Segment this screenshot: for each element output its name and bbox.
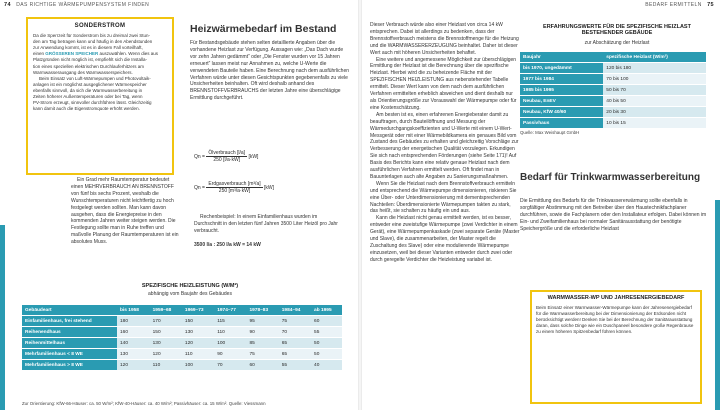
table-row xyxy=(520,107,706,118)
table-cell: 10 bis 15 xyxy=(603,118,706,129)
table-cell: 55 xyxy=(311,327,342,338)
right-body-col2 xyxy=(520,198,710,233)
table-cell: 120 xyxy=(182,338,214,349)
table-cell: 55 xyxy=(279,360,311,371)
row-label: Reihenmittelhaus xyxy=(22,338,117,349)
table-row xyxy=(22,338,342,349)
paragraph: Dieser Verbrauch würde also einer Heizlast von circa 14 kW entsprechen. Dabei ist allerdings zu bedenken, dass der Brennstoffverbrauch meistens die Brennstoffmenge für die Heizung und die WARMWASSERERZEUGUNG beinhaltet. Daher ist dieser Wert auch mit höheren Unsicherheiten behaftet. xyxy=(370,22,519,56)
box-highlight: GRÖSSEREN SPEICHER xyxy=(45,51,99,57)
table-header-cell: 1969–73 xyxy=(182,305,214,316)
left-running-head xyxy=(4,2,149,8)
table-cell: 60 xyxy=(246,360,278,371)
left-page-number: 74 xyxy=(4,2,11,8)
right-section-title: BEDARF ERMITTELN xyxy=(645,2,702,8)
table-row xyxy=(520,85,706,96)
table-cell: 130 xyxy=(150,338,182,349)
table-header-cell: spezifische Heizlast (W/m²) xyxy=(603,52,706,63)
right-page-number: 75 xyxy=(707,2,714,8)
table-cell: 150 xyxy=(150,327,182,338)
paragraph: Die Ermittlung des Bedarfs für die Trinkwassererwärmung sollte ebenfalls in sorgfältiger Abstimmung mit den Betreiber über den Haustechnikfachplaner durchführen, sowie die Fachplanern oder den Installateur erfolgen. Dabei können im Ein- und Zweifamilienhaus bei normaler Sanitärausstattung der benötigte Speichergröße und die erforderliche Heizlast xyxy=(520,198,707,232)
formula-denominator: 250 [l/a·kW] xyxy=(213,157,241,163)
table-cell: 110 xyxy=(150,360,182,371)
table-cell: 140 xyxy=(117,338,150,349)
table-cell: 40 xyxy=(311,360,342,371)
box-line: Platzgründen nicht möglich ist, empfiehlt sich die Installa- xyxy=(33,57,148,63)
row-label: 1977 bis 1984 xyxy=(520,74,603,85)
table-cell: 85 xyxy=(246,338,278,349)
table-cell: 150 xyxy=(182,316,214,327)
formula-unit: [kW] xyxy=(248,153,259,160)
warmwasser-box-title: WARMWASSER-WP UND JAHRESENERGIEBEDARF xyxy=(547,295,685,301)
table-row xyxy=(22,316,342,327)
paragraph: Wenn Sie die Heizlast nach dem Brennstoffverbrauch ermitteln und entsprechend die Wärmepumpe dimensionieren, riskieren Sie eine Über- oder Unterdimensionierung mit dementsprechenden Nachteilen: Überdimensionierte Wärmepumpen takten zu stark, das heißt, sie schalten zu häufig ein und aus. xyxy=(370,180,517,215)
table-cell: 110 xyxy=(214,327,246,338)
table-row xyxy=(22,327,342,338)
warmwasser-wp-box xyxy=(530,290,702,404)
table-cell: 70 bis 100 xyxy=(603,74,706,85)
paragraph: Kann die Heizlast nicht genau ermittelt werden, ist es besser, entweder eine zweistufige Wärmepumpe (zwei Verdichter in einem Gerät), eine Wärmepumpenkaskade (zwei separate Geräte (Master und Slave), die zusammenarbeiten, der Master regelt die Zuschaltung des Slave) oder eine modulierende Wärmepumpe einzusetzen, weil bei dieser Varianten entweder durch zwei oder durch geregelte Verdichter die Heizleistung variabel ist. xyxy=(370,215,520,263)
paragraph: Rechenbeispiel: In einem Einfamilienhaus wurden im Durchschnitt in den letzten fünf Jahren 3500 Liter Heizöl pro Jahr verbraucht. xyxy=(194,214,338,234)
formula-numerator: Erdgasverbrauch [m³/a] xyxy=(208,181,261,187)
table-header-cell: Baujahr xyxy=(520,52,603,63)
formula-gas xyxy=(194,181,274,194)
heizleistung-table-caption: SPEZIFISCHE HEIZLEISTUNG (W/M²) xyxy=(141,283,239,289)
left-section-title: DAS RICHTIGE WÄRMEPUMPENSYSTEM FINDEN xyxy=(16,2,150,8)
table-cell: 50 xyxy=(311,349,342,360)
table-row xyxy=(22,349,342,360)
table-cell: 160 xyxy=(117,327,150,338)
formula-numerator: Ölverbrauch [l/a] xyxy=(208,150,246,156)
table-cell: 75 xyxy=(279,316,311,327)
table-cell: 115 xyxy=(214,316,246,327)
table-cell: 100 xyxy=(214,338,246,349)
box-line: Da die Sperrzeit für Sonderstrom bis zu dreimal zwei Stun- xyxy=(33,33,151,39)
erfahrungswerte-caption: ERFAHRUNGSWERTE FÜR DIE SPEZIFISCHE HEIZLAST BESTEHENDER GEBÄUDE xyxy=(543,24,691,36)
table-cell: 20 bis 30 xyxy=(603,107,706,118)
box-line: den am Tag betragen kann und häufig in den Abendstunden xyxy=(33,39,153,45)
table-header-cell: Gebäudeart xyxy=(22,305,117,316)
table-header-row xyxy=(520,52,706,63)
heizwaermebedarf-heading: Heizwärmebedarf im Bestand xyxy=(190,23,337,35)
formula-fraction xyxy=(206,150,247,163)
table-cell: 170 xyxy=(150,316,182,327)
example-text xyxy=(194,214,344,235)
table-header-cell: ab 1995 xyxy=(311,305,342,316)
warmwasser-box-text: Beim Einsatz einer Warmwasser-Wärmepumpe kann der Jahresenergiebedarf für die Warmwasserbereitung bei der Dimensionierung der Erdsonden nicht berücksichtigt werden! Denken Sie bei der Berechnung der Sanitärausstattung daran, dass solche Dinge wie ein Duschpaneel besondere große Regenbrause zu einem höheren Spitzenbedarf führen können. xyxy=(536,304,694,334)
example-result: 3500 l/a : 250 l/a kW = 14 kW xyxy=(194,242,261,248)
table-cell: 70 xyxy=(214,360,246,371)
sonderstrom-text xyxy=(33,33,167,112)
table-cell: 60 xyxy=(311,316,342,327)
table-row xyxy=(520,96,706,107)
table-cell: 110 xyxy=(182,349,214,360)
box-line: einen GRÖSSEREN SPEICHER auszuwählen. Wenn dies aus xyxy=(33,51,158,57)
heizleistung-footnote: Zur Orientierung: KfW-66-Häuser: ca. 50 W/m²; KfW-40-Häuser: ca. 40 W/m²; Passivhäuser: ca. 15 W/m². Quelle: Viessmann xyxy=(22,401,266,406)
table-cell: 130 xyxy=(182,327,214,338)
table-cell: 100 xyxy=(182,360,214,371)
table-cell: 70 xyxy=(279,327,311,338)
box-line: Beim Einsatz von Luft-Wärmepumpen und Photovoltaik- xyxy=(39,75,151,81)
box-line: PV-Strom erzeugt, sinnvoller durchführen lässt. Gleichzeitig xyxy=(33,100,152,106)
formula-lhs: Qn = xyxy=(194,184,205,191)
table-cell: 65 xyxy=(279,349,311,360)
left-body-col1 xyxy=(71,177,181,246)
box-line: tion eines speziellen elektrischen Durchlauferhitzers am xyxy=(33,63,145,69)
paragraph: Für Bestandsgebäude stehen selten detaillierte Angaben über die vorhandene Heizlast zur Verfügung. Aussagen wie: „Das Dach wurde vor zehn Jahren gedämmt“ oder „Die Fenster wurden vor 15 Jahren erneuert“ lassen meist nur Annahmen zu, welche U-Werte die verwendeten Bauteile haben. Eine Berechnung nach dem ausführlichen Verfahren würde unter diesen Gesichtspunkten gegebenenfalls zu viele Unsicherheiten beinhalten. Oft wird deshalb anhand des BRENNSTOFFVERBRAUCHS der letzten Jahre eine überschlägige Ermittlung durchgeführt. xyxy=(190,40,349,102)
table-body xyxy=(22,316,342,371)
table-header-cell: bis 1958 xyxy=(117,305,150,316)
table-header-cell: 1959–68 xyxy=(150,305,182,316)
erfahrungswerte-source: Quelle: Max Weishaupt GmbH xyxy=(520,130,580,135)
box-line: ebenfalls sinnvoll, da sich die Warmwasserbereitung in xyxy=(33,87,143,93)
table-row xyxy=(22,360,342,371)
row-label: Einfamilienhaus, frei stehend xyxy=(22,316,117,327)
table-cell: 50 xyxy=(311,338,342,349)
row-label: 1985 bis 1995 xyxy=(520,85,603,96)
trinkwarmwasser-heading: Bedarf für Trinkwarmwasserbereitung xyxy=(520,172,701,183)
left-body-col2 xyxy=(190,40,350,102)
right-body-col1 xyxy=(370,22,520,264)
box-line: zur Anwendung kommt, ist es in diesem Fall vorteilhaft, xyxy=(33,45,143,51)
paragraph: Ein Grad mehr Raumtemperatur bedeutet einen MEHRVERBRAUCH AN BRENNSTOFF von fünf bis sechs Prozent, weshalb die Wunschtemperaturen nicht leichtfertig zu hoch festgelegt werden sollten. Man kann davon ausgehen, dass die Energiepreise in den kommenden Jahren weiter steigen werden. Die Festlegung sollte man in Ruhe treffen und maßvolle Planung der Raumtemperaturen ist ein absolutes Muss. xyxy=(71,177,179,246)
row-label: bis 1970, ungedämmt xyxy=(520,63,603,74)
table-header-cell: 1984–94 xyxy=(279,305,311,316)
heizleistung-table xyxy=(22,305,342,371)
box-line: Zeiten höherer Außentemperaturen oder bei Tag, wenn xyxy=(33,94,143,100)
table-header-cell: 1974–77 xyxy=(214,305,246,316)
paragraph: Eine weitere und angemessene Möglichkeit zur überschlägigen Ermittlung der Heizlast ist die Berechnung über die spezifische Heizlast. Hierbei wird die zu beheizende Fläche mit der SPEZIFISCHEN HEIZLEISTUNG aus nebenstehender Tabelle ermittelt. Dieser Wert kann von dem nach dem ausführlichen Verfahren ermittelten erheblich abweichen und dient deshalb nur als Orientierungsgröße zur Vorauswahl der Wärmepumpe oder für eine Kostenschätzung. xyxy=(370,56,517,111)
sonderstrom-title: SONDERSTROM xyxy=(74,23,126,29)
table-cell: 130 xyxy=(117,349,150,360)
table-cell: 40 bis 50 xyxy=(603,96,706,107)
erfahrungswerte-table xyxy=(520,52,706,129)
table-cell: 75 xyxy=(246,349,278,360)
formula-fraction xyxy=(206,181,262,194)
table-row xyxy=(520,118,706,129)
sonderstrom-box xyxy=(26,17,174,175)
table-cell: 50 bis 70 xyxy=(603,85,706,96)
right-page xyxy=(362,0,720,410)
table-header-cell: 1978–83 xyxy=(246,305,278,316)
box-line: Warmwasserausgang des Warmwasserspeichers. xyxy=(33,69,133,75)
formula-lhs: Qn = xyxy=(194,153,205,160)
formula-unit: [kW] xyxy=(264,184,275,191)
heizleistung-table-subcaption: abhängig vom Baujahr des Gebäudes xyxy=(148,291,232,297)
table-body xyxy=(520,63,706,129)
table-cell: 120 bis 180 xyxy=(603,63,706,74)
left-edge-bar xyxy=(0,225,5,410)
table-header-row xyxy=(22,305,342,316)
erfahrungswerte-subcaption: zur Abschätzung der Heizlast xyxy=(584,40,650,46)
paragraph: Am besten ist es, einen erfahrenen Energieberater damit zu beauftragen, durch Bauteilöffnung und Messung der Wärmedurchgangskoeffizienten und U-Werte mit einem U-Wert-Messgerät oder mit einer Wärmebildkamera ein genaues Bild vom Zustand des Gebäudes zu erhalten und gleichzeitig Vorschläge zur Verbesserung der energetischen Qualität vorzulegen. Erkundigen Sie sich nach entsprechenden Förderungen (siehe Seite 171)! Auf Basis des Berichts kann eine relativ genaue Heizlast nach dem ausführlichen Verfahren ermittelt werden. Oft findet man in Bauunterlagen auch alte Angaben zu Sanierungsmaßnahmen. xyxy=(370,111,519,180)
table-cell: 90 xyxy=(246,327,278,338)
box-line: kann damit auch die Eigenstromquote erhöht werden. xyxy=(33,106,140,112)
table-row xyxy=(520,74,706,85)
table-cell: 95 xyxy=(246,316,278,327)
table-cell: 65 xyxy=(279,338,311,349)
formula-denominator: 250 [m³/a·kW] xyxy=(218,188,251,194)
right-edge-bar xyxy=(715,200,720,410)
table-cell: 180 xyxy=(117,316,150,327)
table-cell: 120 xyxy=(117,360,150,371)
box-line: anlagen ist ein möglichst ausgeglichener Wärmespeicher xyxy=(33,81,147,87)
row-label: Reihenendhaus xyxy=(22,327,117,338)
table-cell: 120 xyxy=(150,349,182,360)
left-page xyxy=(0,0,358,410)
row-label: Neubau, KfW 40/60 xyxy=(520,107,603,118)
row-label: Neubau, EnEV xyxy=(520,96,603,107)
right-running-head xyxy=(645,2,714,8)
row-label: Mehrfamilienhaus > 8 WE xyxy=(22,360,117,371)
formula-oil xyxy=(194,150,258,163)
table-cell: 90 xyxy=(214,349,246,360)
row-label: Passivhaus xyxy=(520,118,603,129)
table-row xyxy=(520,63,706,74)
row-label: Mehrfamilienhaus < 8 WE xyxy=(22,349,117,360)
